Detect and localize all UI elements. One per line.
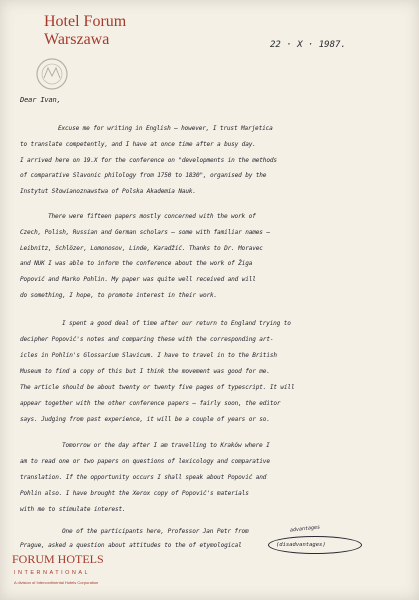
letter-line: There were fifteen papers mostly concerned with the work of xyxy=(48,213,256,220)
letter-line: Czech, Polish, Russian and German scholars – some with familiar names – xyxy=(20,229,270,236)
letter-line: of comparative Slavonic philology from 1750 to 1830", organised by the xyxy=(20,172,267,179)
letter-line: am to read one or two papers on questions of lexicology and comparative xyxy=(20,458,270,465)
letter-line: to translate competently, and I have at once time after a busy day. xyxy=(20,141,256,148)
embossed-seal-icon xyxy=(34,56,70,92)
letter-line: and NUK I was able to inform the conference about the work of Žiga xyxy=(20,260,253,267)
letter-line: Tomorrow or the day after I am travelling to Kraków where I xyxy=(62,442,270,449)
letter-line: The article should be about twenty or twenty five pages of typescript. It will xyxy=(20,384,295,391)
letter-greeting: Dear Ivan, xyxy=(20,96,61,104)
footer-division-note: A division of Intercontinental Hotels Corporation xyxy=(14,580,99,585)
circled-word-note: (disadvantages) xyxy=(276,542,326,548)
letterhead-city: Warszawa xyxy=(44,31,110,48)
letter-date: 22 · X · 1987. xyxy=(270,40,346,50)
letter-line: I arrived here on 19.X for the conference on "developments in the methods xyxy=(20,157,277,164)
letter-line: with me to stimulate interest. xyxy=(20,506,126,513)
letter-line: do something, I hope, to promote interest in their work. xyxy=(20,292,218,299)
letter-line: Excuse me for writing in English – however, I trust Marjetica xyxy=(58,125,273,132)
letter-line: I spent a good deal of time after our return to England trying to xyxy=(62,320,291,327)
letter-line: translation. If the opportunity occurs I shall speak about Popović and xyxy=(20,474,267,481)
letter-line: Pohlin also. I have brought the Xerox copy of Popović's materials xyxy=(20,490,249,497)
inserted-word-note: advantages xyxy=(289,524,321,534)
letter-line: Prague, asked a question about attitudes to the of etymological xyxy=(20,542,242,549)
footer-brand-text: FORUM HOTELS xyxy=(12,552,104,566)
letter-line: Popović and Marko Pohlin. My paper was quite well received and will xyxy=(20,276,256,283)
letter-line: Leibnitz, Schlözer, Lomonosov, Linde, Karadžić. Thanks to Dr. Moravec xyxy=(20,245,263,252)
letter-line: appear together with the other conference papers – fairly soon, the editor xyxy=(20,400,281,407)
letter-line: icles in Pohlin's Glossarium Slavicum. I have to travel in to the British xyxy=(20,352,277,359)
letter-line: says. Judging from past experience, it will be a couple of years or so. xyxy=(20,416,270,423)
footer-brand-logo xyxy=(12,552,104,566)
letterhead-hotel-name: Hotel Forum xyxy=(44,13,127,30)
letter-line: Instytut Słowianoznawstwa of Polska Akademia Nauk. xyxy=(20,188,196,195)
letter-line: Museum to find a copy of this but I think the movement was good for me. xyxy=(20,368,270,375)
footer-international: INTERNATIONAL xyxy=(14,570,91,576)
letter-line: One of the participants here, Professor Jan Petr from xyxy=(62,528,249,535)
letter-line: decipher Popović's notes and comparing these with the corresponding art- xyxy=(20,336,274,343)
